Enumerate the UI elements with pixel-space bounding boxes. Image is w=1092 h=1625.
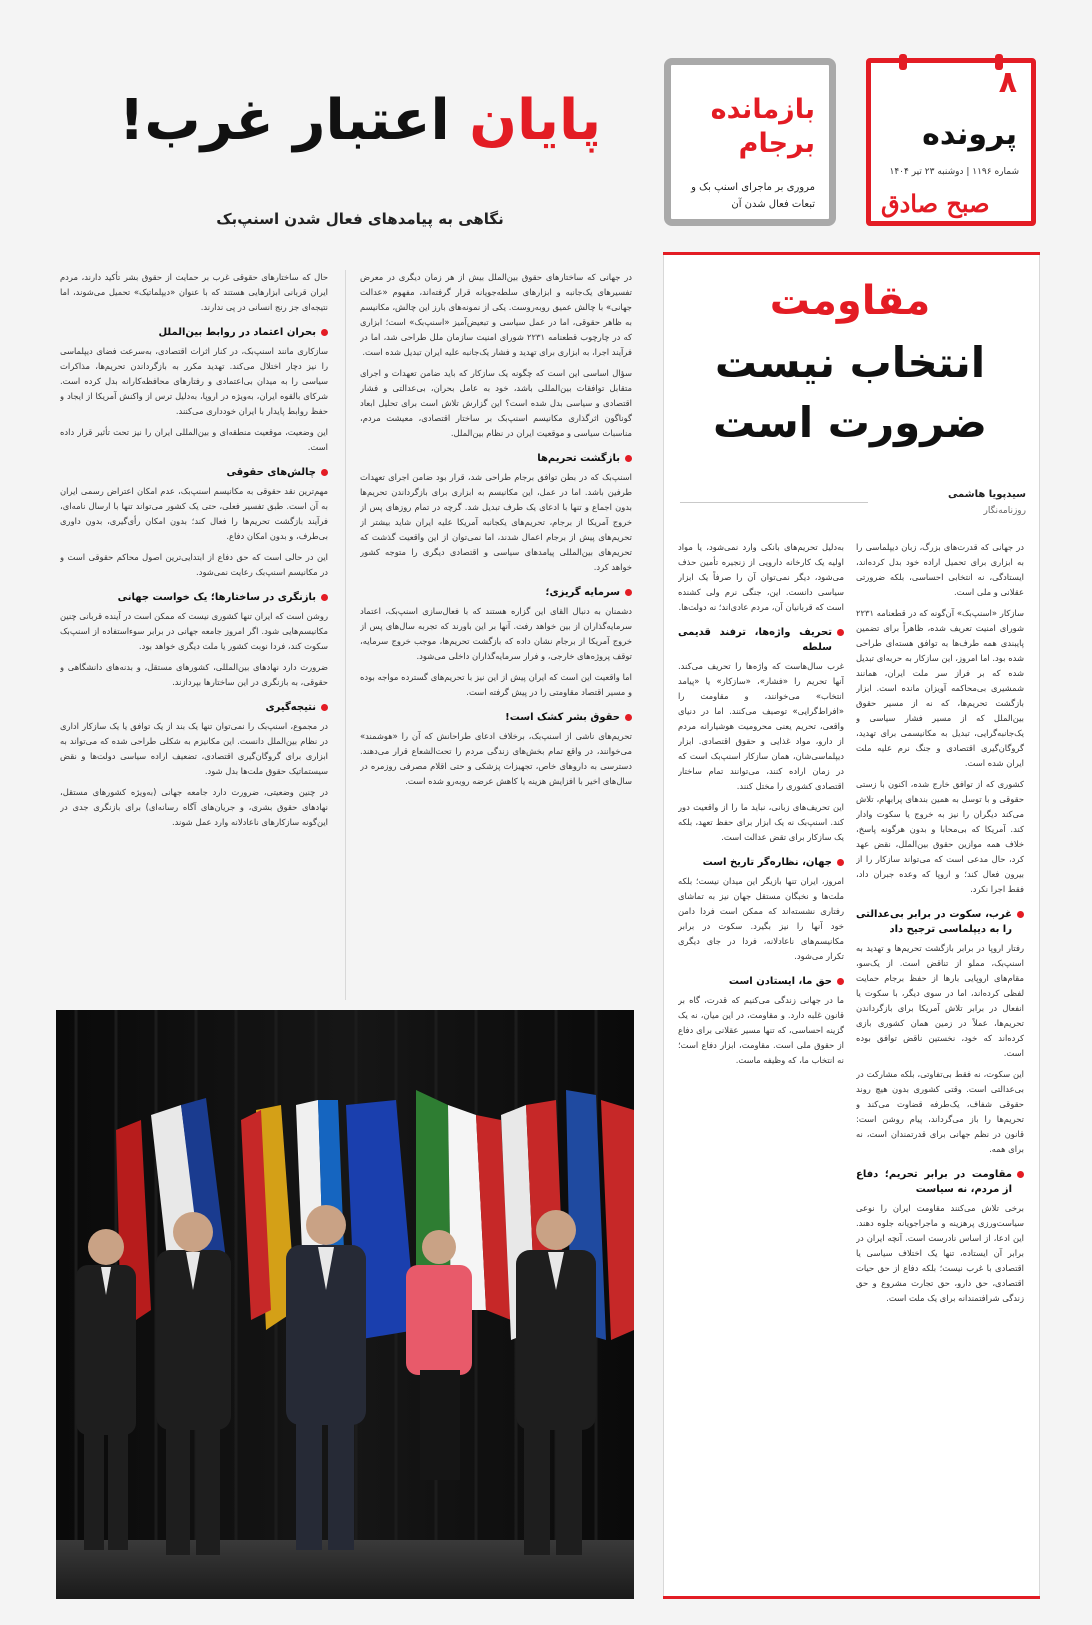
paragraph: سازکار «اسنپ‌بک» آن‌گونه که در قطعنامه ۲۲۳۱ شورای امنیت تعریف شده، ظاهراً برای تضمین پایبندی همه طرف‌ها به توافق هسته‌ای طراحی شده بود. اما امروز، این سازکار به حربه‌ای تبدیل شده که بر فراز سر ملت ایران، همانند شمشیری بی‌محاکمه آویزان مانده است. ابزار بازگشت تحریم‌ها، که نه از مسیر حقوق بین‌الملل که از مسیر فشار سیاسی و یک‌جانبه‌گرایی، تبدیل به مکانیسمی برای تهدید، گروگان‌گیری اقتصادی و جنگ نرم علیه ملت ایران شده است. <box>856 608 1024 768</box>
editorial-column-right <box>856 540 1024 1590</box>
card-top-rule <box>663 252 1040 255</box>
editorial-title-line2: ضرورت است <box>713 398 987 447</box>
newspaper-logo: صبح صادق <box>881 189 990 218</box>
paragraph: اما واقعیت این است که ایران پیش از این نیز با تحریم‌های گسترده مواجه بوده و مسیر اقتصاد مقاومتی را در پیش گرفته است. <box>360 672 632 697</box>
paragraph: امروز، ایران تنها بازیگر این میدان نیست؛ بلکه ملت‌ها و نخبگان مستقل جهان نیز به تماشای رفتاری نشسته‌اند که ممکن است فردا دامن خود آنها را نیز بگیرد. سکوت در برابر مکانیسم‌های ناعادلانه، فردا در جای دیگری تکرار می‌شود. <box>678 876 844 961</box>
subheading: حق ما، ایستادن است <box>678 974 844 989</box>
paragraph: در جهانی که قدرت‌های بزرگ، زبان دیپلماسی را به ابزاری برای تحمیل اراده خود بدل کرده‌اند، ایستادگی، نه انتخابی احساسی، بلکه ضرورتی عقلانی و ملی است. <box>856 542 1024 597</box>
paragraph: این در حالی است که حق دفاع از ابتدایی‌ترین اصول محاکم حقوقی است و در مکانیسم اسنپ‌بک رعایت نمی‌شود. <box>60 552 328 577</box>
subheading: غرب، سکوت در برابر بی‌عدالتی را به دیپلماسی ترجیح داد <box>856 907 1024 937</box>
column-divider <box>345 270 346 1000</box>
topic-subtitle: مروری بر ماجرای اسنپ بک و تبعات فعال شدن آن <box>691 182 815 210</box>
paragraph: رفتار اروپا در برابر بازگشت تحریم‌ها و تهدید به اسنپ‌بک، مملو از تناقض است. از یک‌سو، مقام‌های اروپایی بارها از حفظ برجام حمایت لفظی کرده‌اند، اما در سوی دیگر، با سکوت یا انفعال در برابر تلاش آمریکا برای بازگرداندن تحریم‌ها، عملاً در زمین همان کشوری بازی کرده‌اند که خود، نخستین ناقض توافق بوده است. <box>856 943 1024 1058</box>
editorial-kicker: مقاومت <box>769 278 931 324</box>
paragraph: به‌دلیل تحریم‌های بانکی وارد نمی‌شود، یا مواد اولیه یک کارخانه دارویی از زنجیره تأمین حذف می‌شود، دیگر نمی‌توان آن را صرفاً یک ابزار سیاسی دانست. این، جنگی نرم ولی کشنده است که قربانیان آن، مردم عادی‌اند؛ نه دولت‌ها. <box>678 542 844 612</box>
subheading: بحران اعتماد در روابط بین‌الملل <box>60 325 328 340</box>
issue-meta: شماره ۱۱۹۶ | دوشنبه ۲۳ تیر ۱۴۰۴ <box>889 167 1019 177</box>
section-title: پرونده <box>922 117 1017 152</box>
subheading: سرمایه گریزی؛ <box>360 585 632 600</box>
author-name: سیدپویا هاشمی <box>947 489 1026 500</box>
binder-clip-icon <box>899 54 907 70</box>
paragraph: این وضعیت، موقعیت منطقه‌ای و بین‌المللی ایران را نیز تحت تأثیر قرار داده است. <box>60 427 328 452</box>
paragraph: ما در جهانی زندگی می‌کنیم که قدرت، گاه بر قانون غلبه دارد. و مقاومت، در این میان، نه یک گزینه احساسی، که تنها مسیر عقلانی برای دفاع از حقوق ملی است. مقاومت، ابزار دفاع است؛ نه انتخاب ما، که وظیفه ماست. <box>678 995 844 1065</box>
paragraph: غرب سال‌هاست که واژه‌ها را تحریف می‌کند. آنها تحریم را «فشار»، «سازکار» یا «پیامد انتخاب» می‌خوانند، و مقاومت را «افراط‌گرایی» توصیف می‌کنند. اما در دنیای واقعی، تحریم یعنی محرومیت هوشیارانه مردم از دارو، مواد غذایی و حقوق اقتصادی. ابزار دیپلماسی‌شان، همان سازکار اسنپ‌بک است که در زمان اراده کنند، می‌توانند تمام ساختار اقتصادی کشوری را مختل کنند. <box>678 661 844 791</box>
section-header <box>866 58 1036 226</box>
author-role: روزنامه‌نگار <box>983 506 1026 516</box>
paragraph: روشن است که ایران تنها کشوری نیست که ممکن است در آینده قربانی چنین مکانیسم‌هایی شود. اگر امروز جامعه جهانی در برابر سوءاستفاده از اسنپ‌بک سکوت کند، فردا نوبت کشور یا ملت دیگری خواهد بود. <box>60 611 328 651</box>
paragraph: در جهانی که ساختارهای حقوق بین‌الملل بیش از هر زمان دیگری در معرض تفسیرهای یک‌جانبه و ابزارهای سلطه‌جویانه قرار گرفته‌اند، مفهوم «عدالت جهانی» با چالش عمیق روبه‌روست. یکی از نمونه‌های بارز این چالش، مکانیسم به ظاهر حقوقی، اما در عمل سیاسی و تبعیض‌آمیز «اسنپ‌بک» است؛ ابزاری که در چارچوب قطعنامه ۲۲۳۱ شورای امنیت سازمان ملل طراحی شد، اما در فرآیند اجرا، به ابزاری برای تهدید و فشار یک‌جانبه علیه ایران تبدیل شده است. <box>360 272 632 357</box>
section-number: ۸ <box>998 65 1017 100</box>
paragraph: اسنپ‌بک که در بطن توافق برجام طراحی شد، قرار بود ضامن اجرای تعهدات طرفین باشد. اما در عمل، این مکانیسم به ابزاری برای بازگرداندن تحریم‌ها بدون اجماع و تنها با ادعای یک طرف تبدیل شد. گرچه در تمام روزهای پس از خروج آمریکا از برجام، تحریم‌های یکجانبه آمریکا علیه ایران شاید بیشتر از تحریم‌های پیش از برجام اعمال شدند، اما نمی‌توان از این واقعیت گذشت که تحریم‌های بین‌المللی پیامدهای سیاسی و اقتصادی دیگری را متوجه کشور خواهد کرد. <box>360 472 632 572</box>
headline-black-part: اعتبار غرب! <box>118 88 470 153</box>
main-subheadline: نگاهی به پیامدهای فعال شدن اسنپ‌بک <box>216 210 504 228</box>
subheading: بازگشت تحریم‌ها <box>360 451 632 466</box>
headline-red-part: پایان <box>469 88 602 153</box>
subheading: بازنگری در ساختارها؛ یک خواست جهانی <box>60 590 328 605</box>
topic-box <box>664 58 836 226</box>
subheading: چالش‌های حقوقی <box>60 465 328 480</box>
news-photo <box>56 1010 634 1599</box>
paragraph: مهم‌ترین نقد حقوقی به مکانیسم اسنپ‌بک، عدم امکان اعتراض رسمی ایران به آن است. طبق تفسیر فعلی، حتی یک کشور می‌تواند تنها با ارسال نامه‌ای، فرآیند بازگشت تحریم‌ها را فعال کند؛ بدون امکان رأی‌گیری، بدون داوری بی‌طرف، و بدون امکان دفاع. <box>60 486 328 541</box>
subheading: نتیجه‌گیری <box>60 700 328 715</box>
paragraph: ضرورت دارد نهادهای بین‌المللی، کشورهای مستقل، و بدنه‌های دانشگاهی و حقوقی، به بازنگری در این ساختارها بپردازند. <box>60 662 328 687</box>
paragraph: کشوری که از توافق خارج شده، اکنون با زستی حقوقی و با توسل به همین بندهای پرابهام، تلاش می‌کند دیگران را نیز به خروج یا سکوت وادار کند. آمریکا که بی‌محابا و بدون هرگونه پاسخ، خلاف همه موازین حقوق بین‌الملل، نقض عهد کرد، حال مدعی است که می‌تواند سازکار را از بیرون فعال کند؛ و اروپا که وعده جبران داد، فقط اجرا نکرد. <box>856 779 1024 894</box>
paragraph: حال که ساختارهای حقوقی غرب بر حمایت از حقوق بشر تأکید دارند، مردم ایران قربانی ابزارهایی هستند که با عنوان «دیپلماتیک» تحمیل می‌شوند، اما نتیجه‌ای جز رنج انسانی در پی ندارند. <box>60 272 328 312</box>
author-rule <box>680 502 868 503</box>
main-headline <box>100 88 620 153</box>
paragraph: برخی تلاش می‌کنند مقاومت ایران را نوعی سیاست‌ورزی پرهزینه و ماجراجویانه جلوه دهند. این ادعا، از اساس نادرست است. آنچه ایران در برابر آن ایستاده، تنها یک اختلاف سیاسی یا اقتصادی با غرب نیست؛ بلکه دفاع از حق حیات اقتصادی، حق دارو، حق تجارت مشروع و حق زندگی شرافتمندانه برای یک ملت است. <box>856 1203 1024 1303</box>
editorial-title-line1: انتخاب نیست <box>714 338 986 387</box>
paragraph: این تحریف‌های زبانی، نباید ما را از واقعیت دور کند. اسنپ‌بک نه یک ابزار برای حفظ تعهد، بلکه یک سازکار برای تقض عدالت است. <box>678 802 844 842</box>
subheading: مقاومت در برابر تحریم؛ دفاع از مردم، نه سیاست <box>856 1167 1024 1197</box>
editorial-column-left <box>678 540 844 1590</box>
paragraph: تحریم‌های ناشی از اسنپ‌بک، برخلاف ادعای طراحانش که آن را «هوشمند» می‌خوانند، در واقع تمام بخش‌های زندگی مردم را تحت‌الشعاع قرار می‌دهند. دسترسی به داروهای خاص، تجهیزات پزشکی و حتی اقلام مصرفی روزمره در سال‌های اخیر با افزایش هزینه یا کاهش عرضه روبه‌رو شده است. <box>360 731 632 786</box>
paragraph: سؤال اساسی این است که چگونه یک سازکار که باید ضامن تعهدات و اجرای متقابل توافقات بین‌المللی باشد، خود به عامل بحران، بی‌عدالتی و فشار اقتصادی و سیاسی بدل شده است؟ این گزارش تلاش است برای تحلیل ابعاد گوناگون اثرگذاری مکانیسم اسنپ‌بک بر ساختار اقتصادی، معیشت مردم، مناسبات سیاسی و موقعیت ایران در نظام بین‌الملل. <box>360 368 632 438</box>
card-bottom-rule <box>663 1596 1040 1599</box>
paragraph: در چنین وضعیتی، ضرورت دارد جامعه جهانی (به‌ویژه کشورهای مستقل، نهادهای حقوق بشری، و جریان‌های آگاه رسانه‌ای) برای بازنگری جدی در این‌گونه سازکارهای ناعادلانه وارد عمل شوند. <box>60 787 328 827</box>
paragraph: این سکوت، نه فقط بی‌تفاوتی، بلکه مشارکت در بی‌عدالتی است. وقتی کشوری بدون هیچ روند حقوقی شفاف، یک‌طرفه قضاوت می‌کند و تحریم‌ها را باز می‌گرداند، پیام روشن است: قانون در نظم جهانی برای قدرتمندان است، نه برای همه. <box>856 1069 1024 1154</box>
subheading: حقوق بشر کشک است! <box>360 710 632 725</box>
paragraph: در مجموع، اسنپ‌بک را نمی‌توان تنها یک بند از یک توافق یا یک سازکار اداری در نظام بین‌الملل دانست. این مکانیزم به شکلی طراحی شده که می‌تواند به ابزاری برای گروگان‌گیری اقتصادی، تضعیف اراده سیاسی دولت‌ها و نقض سیستماتیک حقوق ملت‌ها بدل شود. <box>60 721 328 776</box>
article-column-left <box>60 270 328 1000</box>
article-column-right <box>360 270 632 1000</box>
subheading: جهان، نظاره‌گر تاریخ است <box>678 855 844 870</box>
paragraph: سازکاری مانند اسنپ‌بک، در کنار اثرات اقتصادی، به‌سرعت فضای دیپلماسی را نیز دچار اختلال می‌کند. تهدید مکرر به بازگرداندن تحریم‌ها، مذاکرات سیاسی را به میدان بی‌اعتمادی و رفتارهای محافظه‌کارانه بدل کرده است. شرکای بالقوه ایران، به‌ویژه در اروپا، به‌دلیل ترس از واکنش آمریکا از ایجاد و حفظ روابط پایدار با ایران خودداری می‌کنند. <box>60 346 328 416</box>
topic-title: بازمانده برجام <box>710 94 815 159</box>
paragraph: دشمنان به دنبال القای این گزاره هستند که با فعال‌سازی اسنپ‌بک، اعتماد سرمایه‌گذاران از بین خواهد رفت. آنها بر این باورند که تجربه سال‌های پس از خروج آمریکا از برجام نشان داده که بازگشت تحریم‌ها، موجب خروج سرمایه، توقف پروژه‌های خارجی، و فرار سرمایه‌گذاران داخلی می‌شود. <box>360 606 632 661</box>
subheading: تحریف واژه‌ها، ترفند قدیمی سلطه <box>678 625 844 655</box>
